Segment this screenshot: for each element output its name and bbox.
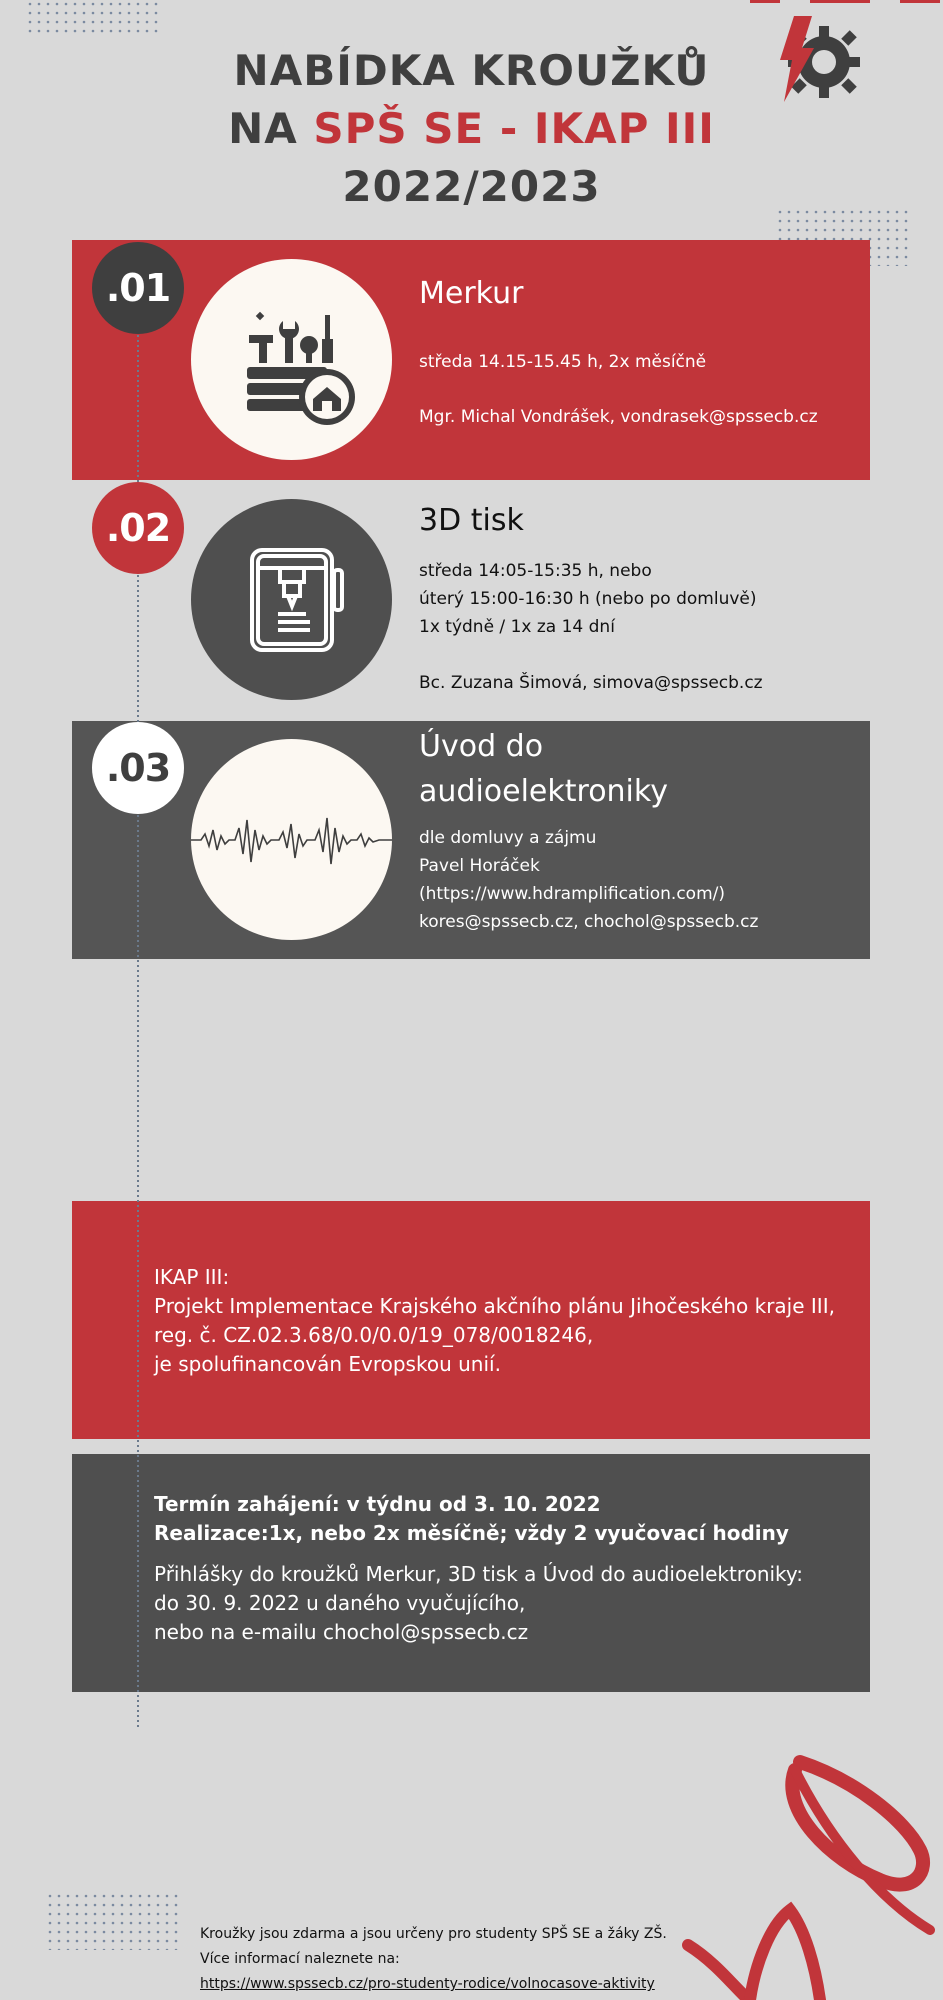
footer-line1: Kroužky jsou zdarma a jsou určeny pro studenty SPŠ SE a žáky ZŠ. — [200, 1926, 667, 1942]
course-teacher-merkur: Mgr. Michal Vondrášek, vondrasek@spssecb.cz — [419, 407, 818, 427]
course-schedule-line3: 1x týdně / 1x za 14 dní — [419, 617, 615, 637]
terms-info-text: Termín zahájení: v týdnu od 3. 10. 2022 Realizace:1x, nebo 2x měsíčně; vždy 2 vyučovací hodiny Přihlášky do kroužků Merkur, 3D tisk a Úvod do audioelektroniky: do 30. 9. 2022 u daného vyučujícího, nebo na e-mailu chochol@spssecb.cz — [154, 1492, 804, 1644]
course-teacher-3d-tisk: Bc. Zuzana Šimová, simova@spssecb.cz — [419, 673, 763, 693]
course-title-audio-line2: audioelektroniky — [419, 774, 668, 809]
course-title-merkur: Merkur — [419, 276, 524, 311]
course-info-line3: (https://www.hdramplification.com/) — [419, 884, 725, 904]
course-info-line4: kores@spssecb.cz, chochol@spssecb.cz — [419, 912, 759, 932]
course-number-02: .02 — [92, 482, 184, 574]
course-title-3d-tisk: 3D tisk — [419, 503, 524, 538]
course-schedule-merkur: středa 14.15-15.45 h, 2x měsíčně — [419, 352, 707, 372]
footer — [200, 1922, 667, 1997]
course-title-audio-line1: Úvod do — [419, 729, 544, 764]
brush-decoration-bottom — [680, 1750, 943, 2000]
merkur-tools-icon — [191, 259, 392, 460]
page-title-line1: NABÍDKA KROUŽKŮ — [233, 46, 710, 95]
audio-waveform-icon — [191, 739, 392, 940]
realization: Realizace:1x, nebo 2x měsíčně; vždy 2 vyučovací hodiny — [154, 1521, 789, 1545]
ikap-info-text: IKAP III: Projekt Implementace Krajského akčního plánu Jihočeského kraje III, reg. č. CZ.02.3.68/0.0/0.0/19_078/0018246, je spolufinancován Evropskou unií. — [154, 1265, 835, 1376]
course-schedule-line2: úterý 15:00-16:30 h (nebo po domluvě) — [419, 589, 757, 609]
course-info-line2: Pavel Horáček — [419, 856, 540, 876]
course-schedule-line1: středa 14:05-15:35 h, nebo — [419, 561, 652, 581]
course-info-line1: dle domluvy a zájmu — [419, 828, 597, 848]
school-name-highlight: SPŠ SE - IKAP III — [313, 104, 715, 153]
footer-link[interactable]: https://www.spssecb.cz/pro-studenty-rodice/volnocasove-aktivity — [200, 1976, 655, 1992]
course-number-03: .03 — [92, 722, 184, 814]
course-number-01: .01 — [92, 242, 184, 334]
brush-decoration-top — [750, 0, 940, 6]
start-date: Termín zahájení: v týdnu od 3. 10. 2022 — [154, 1492, 601, 1516]
dot-grid-top-left — [28, 2, 158, 34]
footer-line2: Více informací naleznete na: — [200, 1951, 400, 1967]
dot-grid-bottom-left — [48, 1894, 178, 1950]
3d-printer-icon — [191, 499, 392, 700]
page-title-line2: NA SPŠ SE - IKAP III — [228, 104, 715, 153]
school-year: 2022/2023 — [342, 162, 601, 211]
